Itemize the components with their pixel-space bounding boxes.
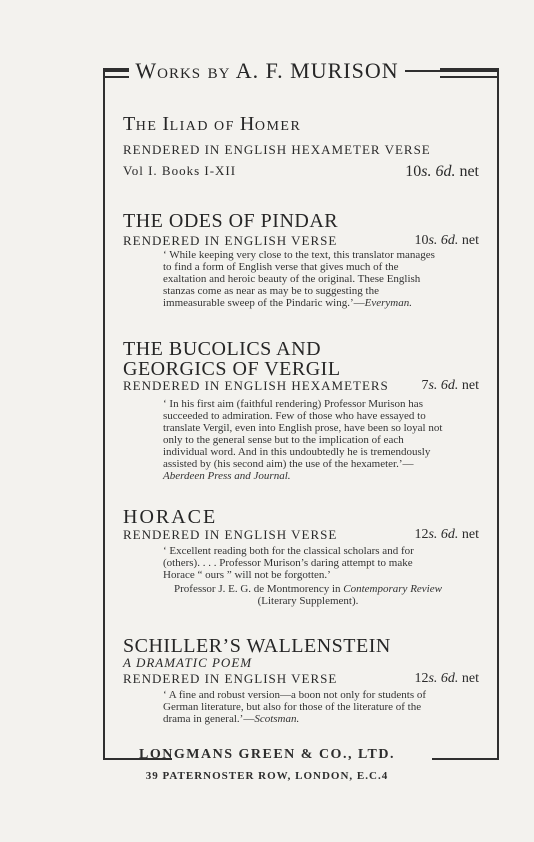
page-title: [0, 58, 534, 84]
work-title-schiller: SCHILLER’S WALLENSTEIN: [123, 635, 391, 657]
price-vergil: 7s. 6d. net: [421, 378, 479, 393]
price-schiller: 12s. 6d. net: [414, 671, 479, 686]
work-subtitle-vergil: RENDERED IN ENGLISH HEXAMETERS 7s. 6d. net: [123, 378, 479, 393]
review-quote-schiller: ‘ A fine and robust version—a boon not only for students of German literature, but also for those of the literature of the drama in general.’—Scotsman.: [163, 689, 427, 725]
work-volume-line: [123, 163, 479, 181]
publisher-name: LONGMANS GREEN & CO., LTD.: [139, 747, 395, 762]
work-subtitle-iliad: RENDERED IN ENGLISH HEXAMETER VERSE: [123, 142, 431, 157]
review-attribution-horace: Professor J. E. G. de Montmorency in Contemporary Review (Literary Supplement).: [174, 583, 442, 607]
work-subtitle-schiller: RENDERED IN ENGLISH VERSE 12s. 6d. net: [123, 671, 479, 686]
price-iliad: 10s. 6d. net: [405, 163, 479, 180]
work-subtitle-italic-schiller: A DRAMATIC POEM: [123, 655, 253, 670]
price-horace: 12s. 6d. net: [414, 527, 479, 542]
work-title-iliad: THE ILIAD OF HOMER: [123, 113, 302, 135]
title-word: ORKS: [157, 66, 202, 82]
work-subtitle-horace: RENDERED IN ENGLISH VERSE 12s. 6d. net: [123, 527, 479, 542]
volume-label: Vol I. Books I-XII: [123, 163, 237, 178]
price-pindar: 10s. 6d. net: [414, 233, 479, 248]
work-title-pindar: THE ODES OF PINDAR: [123, 210, 339, 232]
work-title-vergil-2: GEORGICS OF VERGIL: [123, 358, 341, 380]
review-quote-pindar: ‘ While keeping very close to the text, this translator manages to find a form of English verse that gives much of the exaltation and heroic beauty of the original. These English stanzas come as near as may be to suggesting the immeasurable sweep of the Pindaric wing.’—Everyman.: [163, 249, 435, 309]
author-name: A. F. MURISON: [235, 58, 399, 83]
work-title-vergil-1: THE BUCOLICS AND: [123, 338, 322, 360]
review-quote-horace: ‘ Excellent reading both for the classical scholars and for (others). . . . Professor Murison’s daring attempt to make Horace “ ours ” will not be forgotten.’: [163, 545, 414, 581]
work-subtitle-pindar: RENDERED IN ENGLISH VERSE 10s. 6d. net: [123, 233, 479, 248]
review-quote-vergil: ‘ In his first aim (faithful rendering) Professor Murison has succeeded to admiration. Few of those who have essayed to translate Vergil, even into English prose, have been so loyal not only to the general sense but to the implication of each individual word. And in this undoubtedly he is tremendously assisted by (his second aim) the use of the hexameter.’—Aberdeen Press and Journal.: [163, 398, 443, 482]
title-initial: W: [135, 58, 158, 83]
work-title-horace: HORACE: [123, 506, 218, 528]
title-by: BY: [207, 66, 231, 82]
publisher-address: 39 PATERNOSTER ROW, LONDON, E.C.4: [145, 770, 389, 782]
